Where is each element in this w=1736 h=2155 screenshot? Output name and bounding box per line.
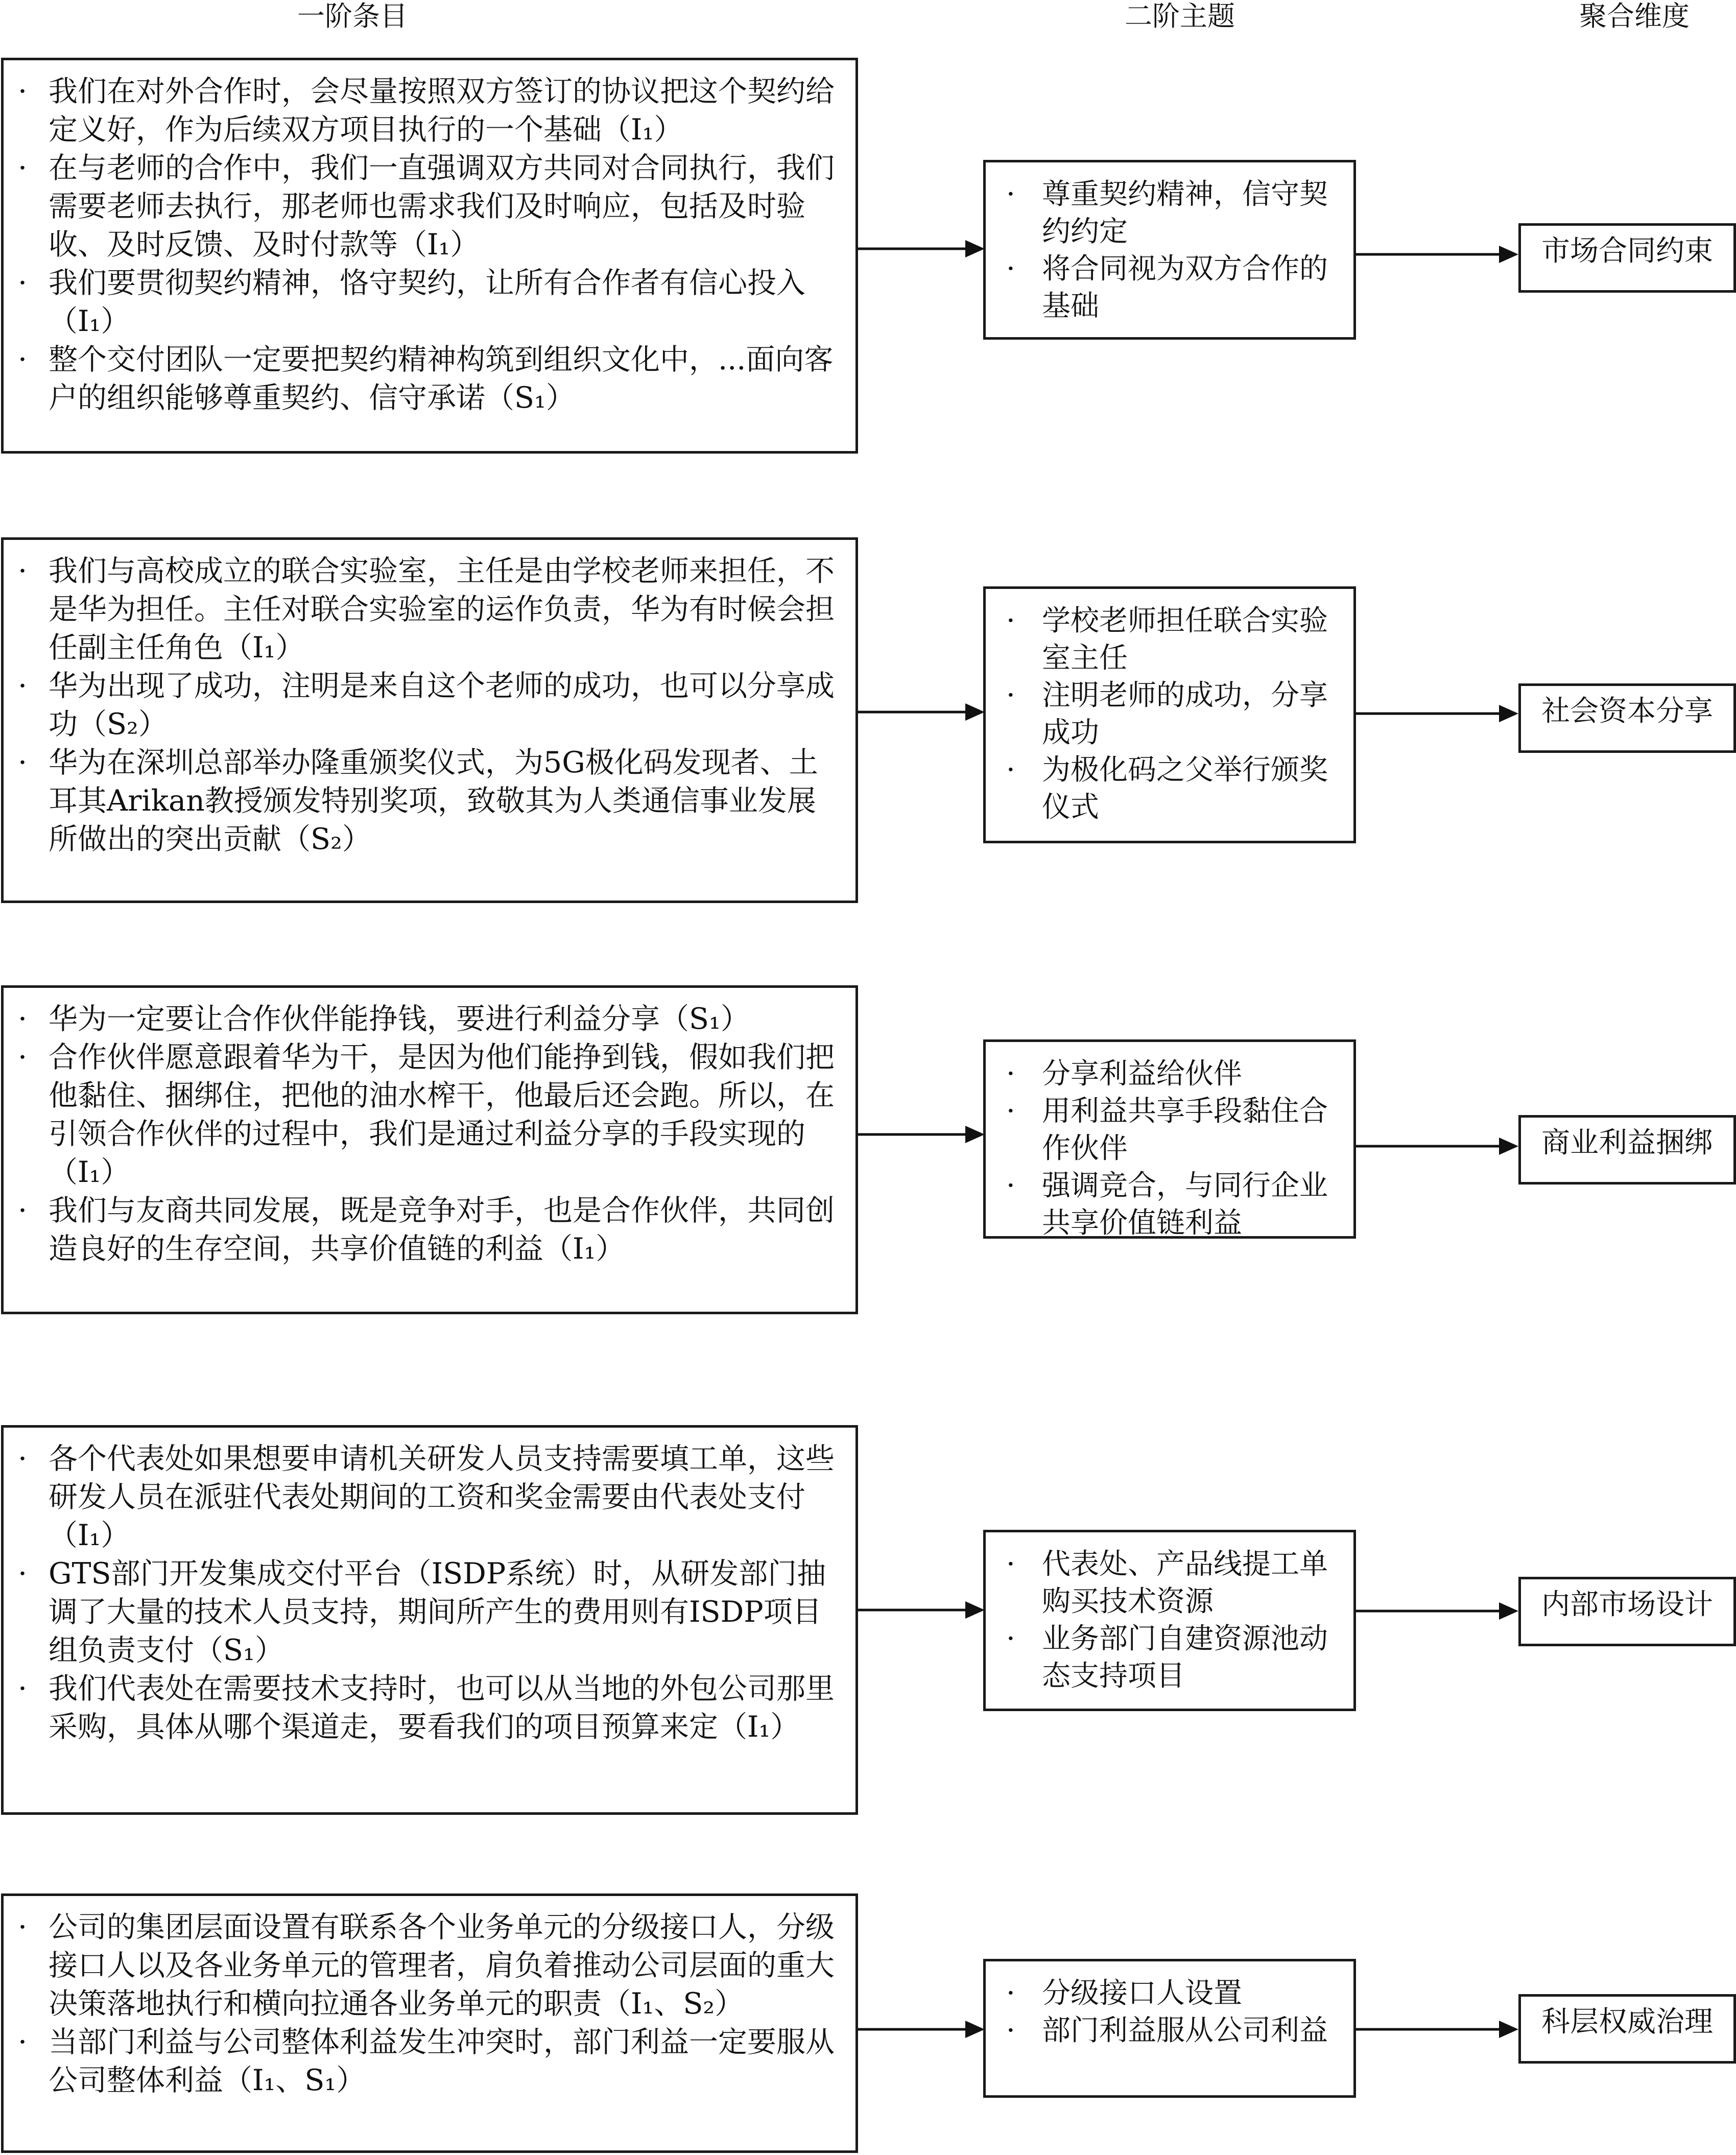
first-order-item: · 整个交付团队一定要把契约精神构筑到组织文化中，...面向客户的组织能够尊重契约、信守承诺（S₁） bbox=[18, 343, 834, 415]
arrowhead-3b bbox=[1499, 1138, 1518, 1155]
dimension-box-2: 社会资本分享 bbox=[1518, 683, 1736, 753]
first-order-item: · 我们在对外合作时，会尽量按照双方签订的协议把这个契约给定义好，作为后续双方项目执行的一个基础（I₁） bbox=[18, 75, 835, 147]
second-order-item: · 业务部门自建资源池动态支持项目 bbox=[1006, 1622, 1328, 1693]
dimension-box-5: 科层权威治理 bbox=[1518, 1994, 1736, 2064]
first-order-item: · 在与老师的合作中，我们一直强调双方共同对合同执行，我们需要老师去执行，那老师也需求我们及时响应，包括及时验收、及时反馈、及时付款等（I₁） bbox=[18, 151, 835, 262]
first-order-box-4 bbox=[1, 1425, 858, 1815]
arrowhead-4b bbox=[1499, 1602, 1518, 1620]
first-order-box-1 bbox=[1, 58, 858, 454]
second-order-item: · 学校老师担任联合实验室主任 bbox=[1006, 604, 1328, 675]
arrowhead-1a bbox=[965, 240, 985, 257]
first-order-item: · 我们与友商共同发展，既是竞争对手，也是合作伙伴，共同创造良好的生存空间，共享价值链的利益（I₁） bbox=[18, 1194, 835, 1266]
first-order-item: · 各个代表处如果想要申请机关研发人员支持需要填工单，这些研发人员在派驻代表处期间的工资和奖金需要由代表处支付（I₁） bbox=[18, 1442, 835, 1552]
first-order-item: · 华为出现了成功，注明是来自这个老师的成功，也可以分享成功（S₂） bbox=[18, 669, 835, 741]
second-order-box-5 bbox=[983, 1959, 1356, 2098]
second-order-box-2 bbox=[983, 586, 1356, 843]
dimension-box-1: 市场合同约束 bbox=[1518, 223, 1736, 293]
arrowhead-3a bbox=[965, 1126, 985, 1143]
arrowhead-1b bbox=[1499, 246, 1518, 263]
first-order-item: · GTS部门开发集成交付平台（ISDP系统）时，从研发部门抽调了大量的技术人员支持，期间所产生的费用则有ISDP项目组负责支付（S₁） bbox=[18, 1557, 826, 1667]
second-order-item: · 部门利益服从公司利益 bbox=[1006, 2014, 1328, 2047]
first-order-box-2 bbox=[1, 537, 858, 903]
first-order-box-3 bbox=[1, 985, 858, 1314]
first-order-item: · 我们要贯彻契约精神，恪守契约，让所有合作者有信心投入（I₁） bbox=[18, 266, 805, 338]
first-order-item: · 华为一定要让合作伙伴能挣钱，要进行利益分享（S₁） bbox=[18, 1002, 750, 1036]
header-second-order: 二阶主题 bbox=[1125, 0, 1235, 32]
second-order-item: · 尊重契约精神，信守契约约定 bbox=[1006, 178, 1328, 248]
arrowhead-2a bbox=[965, 703, 985, 721]
arrowhead-2b bbox=[1499, 705, 1518, 722]
arrowhead-5b bbox=[1499, 2021, 1518, 2038]
dimension-box-4: 内部市场设计 bbox=[1518, 1577, 1736, 1646]
dimension-box-3: 商业利益捆绑 bbox=[1518, 1115, 1736, 1185]
first-order-item: · 公司的集团层面设置有联系各个业务单元的分级接口人，分级接口人以及各业务单元的管理者，肩负着推动公司层面的重大决策落地执行和横向拉通各业务单元的职责（I₁、S₂） bbox=[18, 1910, 835, 2021]
arrowhead-4a bbox=[965, 1601, 985, 1619]
second-order-box-4 bbox=[983, 1530, 1356, 1711]
second-order-item: · 分享利益给伙伴 bbox=[1006, 1057, 1242, 1091]
second-order-item: · 注明老师的成功，分享成功 bbox=[1006, 679, 1328, 749]
first-order-item: · 我们与高校成立的联合实验室，主任是由学校老师来担任，不是华为担任。主任对联合实验室的运作负责，华为有时候会担任副主任角色（I₁） bbox=[18, 554, 835, 665]
first-order-item: · 华为在深圳总部举办隆重颁奖仪式，为5G极化码发现者、土耳其Arikan教授颁发特别奖项，致敬其为人类通信事业发展所做出的突出贡献（S₂） bbox=[18, 746, 818, 856]
second-order-item: · 为极化码之父举行颁奖仪式 bbox=[1006, 753, 1328, 824]
first-order-box-5 bbox=[1, 1893, 858, 2153]
first-order-item: · 当部门利益与公司整体利益发生冲突时，部门利益一定要服从公司整体利益（I₁、S₁） bbox=[18, 2025, 835, 2097]
arrowhead-5a bbox=[965, 2021, 985, 2038]
first-order-item: · 合作伙伴愿意跟着华为干，是因为他们能挣到钱，假如我们把他黏住、捆绑住，把他的油水榨干，他最后还会跑。所以，在引领合作伙伴的过程中，我们是通过利益分享的手段实现的（I₁） bbox=[18, 1040, 835, 1189]
second-order-item: · 分级接口人设置 bbox=[1006, 1977, 1242, 2010]
second-order-item: · 强调竞合，与同行企业共享价值链利益 bbox=[1006, 1169, 1328, 1240]
second-order-box-3 bbox=[983, 1039, 1356, 1239]
second-order-item: · 代表处、产品线提工单购买技术资源 bbox=[1006, 1548, 1328, 1618]
second-order-item: · 用利益共享手段黏住合作伙伴 bbox=[1006, 1095, 1328, 1165]
second-order-item: · 将合同视为双方合作的基础 bbox=[1006, 252, 1328, 323]
header-first-order: 一阶条目 bbox=[297, 0, 408, 32]
header-dimension: 聚合维度 bbox=[1579, 0, 1690, 32]
second-order-box-1 bbox=[983, 160, 1356, 340]
first-order-item: · 我们代表处在需要技术支持时，也可以从当地的外包公司那里采购，具体从哪个渠道走，要看我们的项目预算来定（I₁） bbox=[18, 1672, 835, 1744]
